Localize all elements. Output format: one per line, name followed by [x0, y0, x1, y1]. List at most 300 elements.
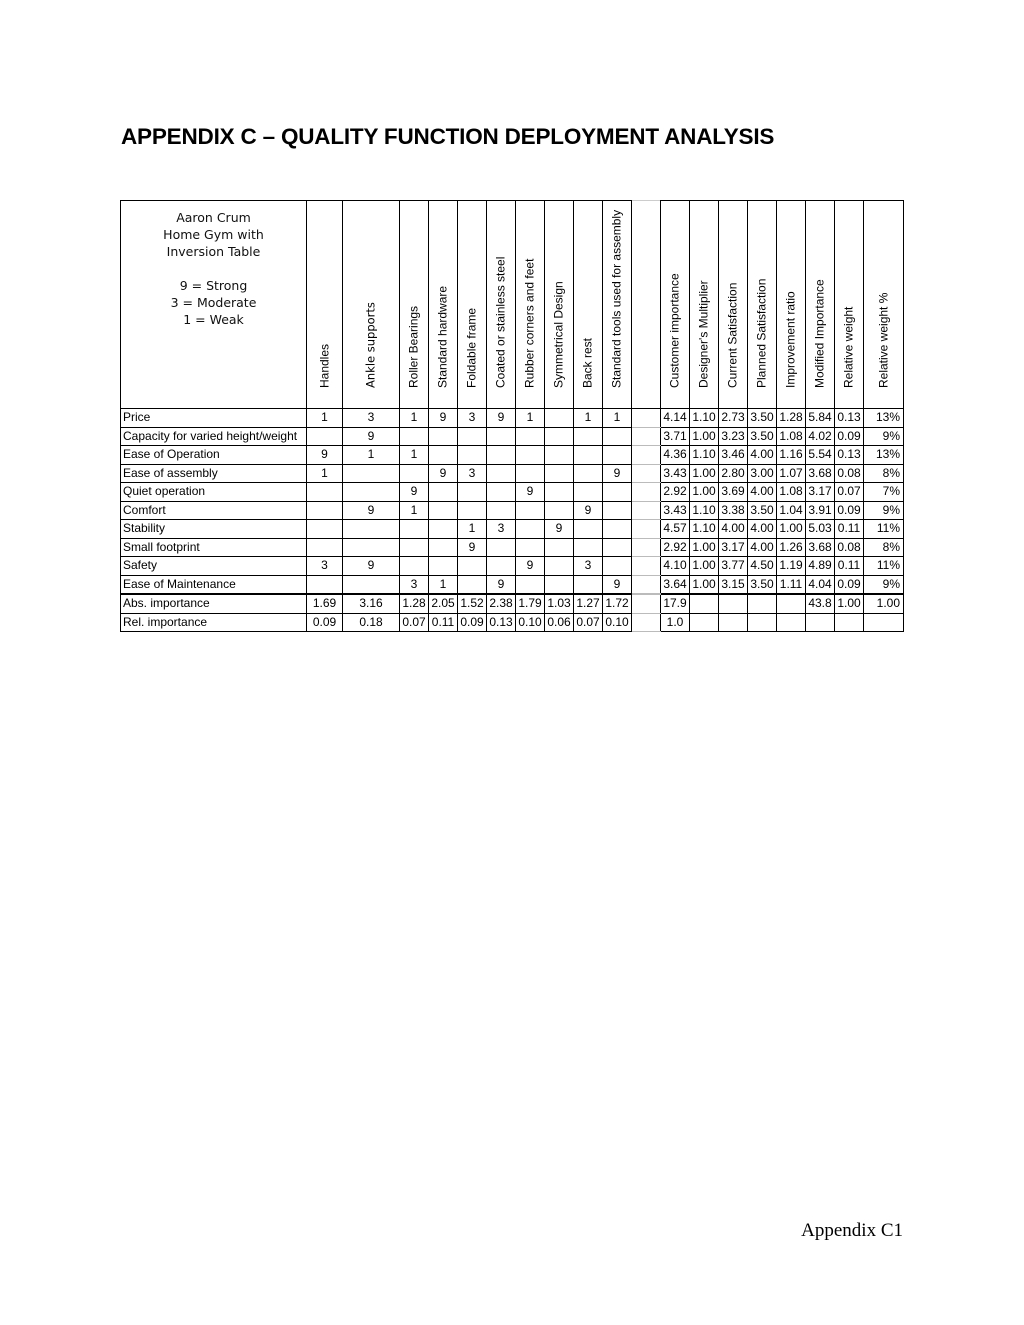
relationship-cell: 9	[307, 446, 343, 465]
requirement-row	[121, 538, 904, 557]
design-header-label: Foldable frame	[464, 307, 479, 388]
metric-cell: 4.04	[806, 575, 835, 594]
design-header	[545, 201, 574, 409]
relationship-cell	[400, 427, 429, 446]
relationship-cell	[487, 501, 516, 520]
metric-cell: 2.92	[661, 538, 690, 557]
metric-cell: 1.0	[661, 613, 690, 632]
metric-cell: 1.16	[777, 446, 806, 465]
metric-cell: 3.38	[719, 501, 748, 520]
metric-cell: 1.10	[690, 520, 719, 539]
metric-cell: 1.00	[690, 538, 719, 557]
metric-cell: 4.50	[748, 557, 777, 576]
metric-cell: 1.10	[690, 501, 719, 520]
metric-header-label: Current Satisfaction	[725, 282, 740, 388]
relationship-cell	[516, 501, 545, 520]
page-title: APPENDIX C – QUALITY FUNCTION DEPLOYMENT ANALYSIS	[121, 124, 775, 149]
relationship-cell	[307, 575, 343, 594]
separator-cell	[632, 520, 661, 539]
metric-cell: 3.68	[806, 538, 835, 557]
relationship-cell	[516, 538, 545, 557]
metric-header-label: Customer importance	[667, 273, 682, 388]
metric-cell	[690, 594, 719, 613]
metric-cell: 0.07	[835, 483, 864, 502]
design-header	[429, 201, 458, 409]
metric-cell: 2.92	[661, 483, 690, 502]
metric-cell: 5.84	[806, 409, 835, 428]
metric-cell: 3.69	[719, 483, 748, 502]
relationship-cell	[574, 520, 603, 539]
requirement-row	[121, 427, 904, 446]
relationship-cell	[307, 501, 343, 520]
relationship-cell: 1	[458, 520, 487, 539]
metric-cell: 11%	[864, 557, 904, 576]
relationship-cell: 3	[574, 557, 603, 576]
relationship-cell: 9	[603, 575, 632, 594]
separator-cell	[632, 427, 661, 446]
header-row	[121, 201, 904, 409]
relationship-cell: 9	[343, 557, 400, 576]
metric-cell: 7%	[864, 483, 904, 502]
metric-cell: 1.00	[690, 427, 719, 446]
metric-cell: 1.10	[690, 446, 719, 465]
metric-header-label: Improvement ratio	[783, 291, 798, 388]
metric-cell: 9%	[864, 427, 904, 446]
relationship-cell	[429, 520, 458, 539]
relationship-cell	[343, 483, 400, 502]
metric-cell: 3.64	[661, 575, 690, 594]
relationship-cell	[487, 427, 516, 446]
relationship-cell	[545, 464, 574, 483]
separator-cell	[632, 594, 661, 613]
design-header-label: Rubber corners and feet	[522, 258, 537, 388]
relationship-cell	[307, 538, 343, 557]
metric-cell: 11%	[864, 520, 904, 539]
metric-cell: 4.14	[661, 409, 690, 428]
relationship-cell: 9	[487, 409, 516, 428]
relationship-cell: 9	[458, 538, 487, 557]
relationship-cell	[545, 483, 574, 502]
relationship-cell	[603, 427, 632, 446]
row-label: Rel. importance	[121, 613, 307, 632]
relationship-cell: 9	[429, 464, 458, 483]
metric-cell: 3.50	[748, 427, 777, 446]
metric-cell: 0.13	[835, 446, 864, 465]
requirement-row	[121, 501, 904, 520]
metric-header-label: Relative weight %	[876, 292, 890, 388]
relationship-cell	[429, 446, 458, 465]
metric-cell: 1.28	[777, 409, 806, 428]
separator-cell	[632, 464, 661, 483]
relationship-cell: 9	[487, 575, 516, 594]
separator-cell	[632, 538, 661, 557]
relationship-cell: 9	[545, 520, 574, 539]
relationship-cell: 3	[458, 409, 487, 428]
relationship-cell	[429, 483, 458, 502]
relationship-cell	[574, 464, 603, 483]
relationship-cell	[487, 557, 516, 576]
metric-cell	[748, 594, 777, 613]
relationship-cell: 9	[516, 557, 545, 576]
metric-cell: 3.50	[748, 501, 777, 520]
relationship-cell	[458, 557, 487, 576]
metric-cell: 3.68	[806, 464, 835, 483]
relationship-cell	[487, 446, 516, 465]
relationship-cell: 1.79	[516, 594, 545, 613]
metric-cell: 17.9	[661, 594, 690, 613]
separator-cell	[632, 575, 661, 594]
relationship-cell: 9	[343, 427, 400, 446]
metric-header	[661, 201, 690, 409]
relationship-cell: 0.10	[603, 613, 632, 632]
metric-cell: 1.11	[777, 575, 806, 594]
metric-cell	[719, 613, 748, 632]
metric-cell: 3.15	[719, 575, 748, 594]
relationship-cell	[458, 446, 487, 465]
relationship-cell	[516, 520, 545, 539]
relationship-cell	[574, 446, 603, 465]
metric-cell: 1.10	[690, 409, 719, 428]
relationship-cell	[307, 520, 343, 539]
metric-cell: 3.91	[806, 501, 835, 520]
design-header-label: Handles	[317, 343, 331, 388]
row-label: Ease of Maintenance	[121, 575, 307, 594]
abs-importance-row	[121, 594, 904, 613]
relationship-cell	[400, 464, 429, 483]
design-header	[400, 201, 429, 409]
relationship-cell: 9	[429, 409, 458, 428]
separator-cell	[632, 501, 661, 520]
metric-cell	[806, 613, 835, 632]
metric-cell: 8%	[864, 464, 904, 483]
metric-cell	[835, 613, 864, 632]
relationship-cell: 0.06	[545, 613, 574, 632]
metric-cell: 0.09	[835, 501, 864, 520]
relationship-cell	[603, 483, 632, 502]
metric-cell: 3.17	[806, 483, 835, 502]
row-label: Quiet operation	[121, 483, 307, 502]
legend-product-line1: Home Gym with	[163, 227, 264, 242]
metric-cell: 3.46	[719, 446, 748, 465]
separator-cell	[632, 446, 661, 465]
relationship-cell	[516, 446, 545, 465]
relationship-cell: 1	[307, 464, 343, 483]
relationship-cell: 1	[400, 501, 429, 520]
metric-cell: 0.08	[835, 538, 864, 557]
separator-column	[632, 201, 661, 409]
relationship-cell	[429, 538, 458, 557]
legend-name: Aaron Crum	[176, 210, 251, 225]
relationship-cell	[545, 575, 574, 594]
matrix-legend	[121, 201, 307, 409]
relationship-cell	[400, 538, 429, 557]
requirement-row	[121, 575, 904, 594]
relationship-cell	[458, 501, 487, 520]
relationship-cell	[429, 501, 458, 520]
metric-cell: 2.80	[719, 464, 748, 483]
legend-moderate: 3 = Moderate	[170, 295, 257, 310]
requirement-row	[121, 446, 904, 465]
requirement-row	[121, 520, 904, 539]
metric-cell: 1.00	[690, 464, 719, 483]
relationship-cell: 0.11	[429, 613, 458, 632]
separator-cell	[632, 557, 661, 576]
page-footer: Appendix C1	[801, 1220, 903, 1241]
design-header	[343, 201, 400, 409]
relationship-cell: 3	[400, 575, 429, 594]
metric-cell: 3.43	[661, 501, 690, 520]
design-header-label: Symmetrical Design	[551, 281, 566, 388]
relationship-cell	[343, 520, 400, 539]
row-label: Safety	[121, 557, 307, 576]
relationship-cell	[574, 538, 603, 557]
relationship-cell: 1.52	[458, 594, 487, 613]
metric-header	[777, 201, 806, 409]
relationship-cell: 1	[429, 575, 458, 594]
relationship-cell: 0.09	[458, 613, 487, 632]
design-header-label: Standard hardware	[435, 285, 450, 388]
relationship-cell: 3	[307, 557, 343, 576]
relationship-cell	[516, 427, 545, 446]
metric-cell: 0.13	[835, 409, 864, 428]
metric-cell: 3.23	[719, 427, 748, 446]
relationship-cell	[545, 409, 574, 428]
relationship-cell	[343, 575, 400, 594]
relationship-cell	[429, 427, 458, 446]
relationship-cell: 9	[343, 501, 400, 520]
metric-cell: 0.11	[835, 557, 864, 576]
metric-cell: 3.43	[661, 464, 690, 483]
metric-cell: 1.04	[777, 501, 806, 520]
metric-cell: 4.10	[661, 557, 690, 576]
design-header	[487, 201, 516, 409]
relationship-cell	[545, 557, 574, 576]
metric-cell: 3.00	[748, 464, 777, 483]
requirement-row	[121, 409, 904, 428]
metric-cell: 4.00	[748, 483, 777, 502]
relationship-cell	[458, 427, 487, 446]
metric-cell: 1.08	[777, 483, 806, 502]
metric-cell: 3.17	[719, 538, 748, 557]
relationship-cell: 0.07	[400, 613, 429, 632]
metric-cell	[719, 594, 748, 613]
metric-header	[748, 201, 777, 409]
relationship-cell	[516, 575, 545, 594]
relationship-cell	[603, 446, 632, 465]
metric-cell: 3.71	[661, 427, 690, 446]
metric-cell: 5.54	[806, 446, 835, 465]
metric-cell: 1.00	[864, 594, 904, 613]
relationship-cell	[574, 483, 603, 502]
relationship-cell	[487, 464, 516, 483]
metric-cell: 1.00	[690, 575, 719, 594]
metric-cell	[777, 613, 806, 632]
metric-header	[864, 201, 904, 409]
row-label: Ease of assembly	[121, 464, 307, 483]
metric-cell: 2.73	[719, 409, 748, 428]
relationship-cell	[400, 520, 429, 539]
relationship-cell: 0.10	[516, 613, 545, 632]
relationship-cell: 0.09	[307, 613, 343, 632]
design-header-label: Coated or stainless steel	[493, 256, 508, 388]
metric-cell: 1.00	[835, 594, 864, 613]
metric-header-label: Planned Satisfaction	[754, 278, 769, 388]
design-header-label: Ankle supports	[363, 302, 378, 388]
relationship-cell	[603, 538, 632, 557]
relationship-cell: 3.16	[343, 594, 400, 613]
legend-spacer	[121, 260, 306, 277]
metric-cell: 1.00	[777, 520, 806, 539]
relationship-cell	[307, 483, 343, 502]
relationship-cell: 2.05	[429, 594, 458, 613]
relationship-cell: 3	[487, 520, 516, 539]
relationship-cell: 1.69	[307, 594, 343, 613]
metric-cell: 1.26	[777, 538, 806, 557]
relationship-cell: 3	[458, 464, 487, 483]
relationship-cell: 1.03	[545, 594, 574, 613]
relationship-cell	[429, 557, 458, 576]
rel-importance-row	[121, 613, 904, 632]
relationship-cell: 0.13	[487, 613, 516, 632]
relationship-cell: 9	[574, 501, 603, 520]
relationship-cell: 9	[400, 483, 429, 502]
metric-cell	[748, 613, 777, 632]
requirement-row	[121, 464, 904, 483]
metric-cell: 0.09	[835, 427, 864, 446]
relationship-cell: 1	[400, 446, 429, 465]
design-header-label: Roller Bearings	[406, 305, 421, 388]
row-label: Small footprint	[121, 538, 307, 557]
requirement-row	[121, 483, 904, 502]
metric-cell: 4.36	[661, 446, 690, 465]
design-header	[516, 201, 545, 409]
row-label: Capacity for varied height/weight	[121, 427, 307, 446]
metric-cell: 3.50	[748, 575, 777, 594]
qfd-matrix-table	[120, 200, 904, 632]
metric-cell: 1.19	[777, 557, 806, 576]
relationship-cell	[516, 464, 545, 483]
metric-cell: 1.00	[690, 557, 719, 576]
row-label: Abs. importance	[121, 594, 307, 613]
legend-strong: 9 = Strong	[179, 278, 248, 293]
relationship-cell: 2.38	[487, 594, 516, 613]
design-header	[574, 201, 603, 409]
legend-product-line2: Inversion Table	[166, 244, 261, 259]
relationship-cell: 1	[516, 409, 545, 428]
metric-cell: 1.07	[777, 464, 806, 483]
metric-cell: 0.09	[835, 575, 864, 594]
requirement-row	[121, 557, 904, 576]
metric-cell: 3.50	[748, 409, 777, 428]
separator-cell	[632, 483, 661, 502]
separator-cell	[632, 613, 661, 632]
metric-header-label: Modified Importance	[812, 279, 827, 388]
metric-header	[806, 201, 835, 409]
metric-header-label: Relative weight	[841, 306, 856, 388]
metric-cell: 4.00	[748, 520, 777, 539]
metric-cell: 13%	[864, 446, 904, 465]
relationship-cell: 1.28	[400, 594, 429, 613]
relationship-cell: 0.07	[574, 613, 603, 632]
metric-cell: 4.89	[806, 557, 835, 576]
metric-cell: 13%	[864, 409, 904, 428]
design-header-label: Standard tools used for assembly	[609, 209, 624, 388]
relationship-cell	[343, 538, 400, 557]
relationship-cell	[603, 557, 632, 576]
design-header	[458, 201, 487, 409]
relationship-cell	[458, 483, 487, 502]
relationship-cell	[307, 427, 343, 446]
relationship-cell: 0.18	[343, 613, 400, 632]
relationship-cell	[545, 446, 574, 465]
relationship-cell: 1	[574, 409, 603, 428]
relationship-cell	[545, 427, 574, 446]
relationship-cell: 1	[603, 409, 632, 428]
relationship-cell: 1	[400, 409, 429, 428]
relationship-cell: 1	[343, 446, 400, 465]
row-label: Ease of Operation	[121, 446, 307, 465]
metric-cell: 4.57	[661, 520, 690, 539]
relationship-cell: 3	[343, 409, 400, 428]
metric-cell: 4.02	[806, 427, 835, 446]
legend-weak: 1 = Weak	[183, 312, 244, 327]
metric-cell: 43.8	[806, 594, 835, 613]
metric-cell: 9%	[864, 501, 904, 520]
metric-cell	[690, 613, 719, 632]
metric-cell: 4.00	[748, 538, 777, 557]
row-label: Stability	[121, 520, 307, 539]
metric-header-label: Designer's Multiplier	[696, 280, 711, 388]
metric-cell: 1.00	[690, 483, 719, 502]
relationship-cell	[603, 520, 632, 539]
relationship-cell	[545, 501, 574, 520]
metric-header	[835, 201, 864, 409]
metric-cell: 8%	[864, 538, 904, 557]
design-header-label: Back rest	[580, 337, 595, 388]
design-header	[603, 201, 632, 409]
relationship-cell: 1	[307, 409, 343, 428]
relationship-cell	[574, 427, 603, 446]
row-label: Comfort	[121, 501, 307, 520]
relationship-cell	[343, 464, 400, 483]
relationship-cell	[603, 501, 632, 520]
relationship-cell	[574, 575, 603, 594]
relationship-cell: 1.72	[603, 594, 632, 613]
row-label: Price	[121, 409, 307, 428]
relationship-cell	[487, 538, 516, 557]
separator-cell	[632, 409, 661, 428]
metric-cell: 9%	[864, 575, 904, 594]
relationship-cell	[487, 483, 516, 502]
metric-cell: 4.00	[719, 520, 748, 539]
relationship-cell	[400, 557, 429, 576]
metric-cell: 0.11	[835, 520, 864, 539]
relationship-cell: 9	[516, 483, 545, 502]
relationship-cell	[458, 575, 487, 594]
metric-cell: 5.03	[806, 520, 835, 539]
metric-cell: 1.08	[777, 427, 806, 446]
metric-cell	[777, 594, 806, 613]
metric-header	[690, 201, 719, 409]
metric-cell: 4.00	[748, 446, 777, 465]
metric-cell: 0.08	[835, 464, 864, 483]
metric-cell	[864, 613, 904, 632]
relationship-cell: 1.27	[574, 594, 603, 613]
relationship-cell	[545, 538, 574, 557]
design-header	[307, 201, 343, 409]
metric-cell: 3.77	[719, 557, 748, 576]
metric-header	[719, 201, 748, 409]
